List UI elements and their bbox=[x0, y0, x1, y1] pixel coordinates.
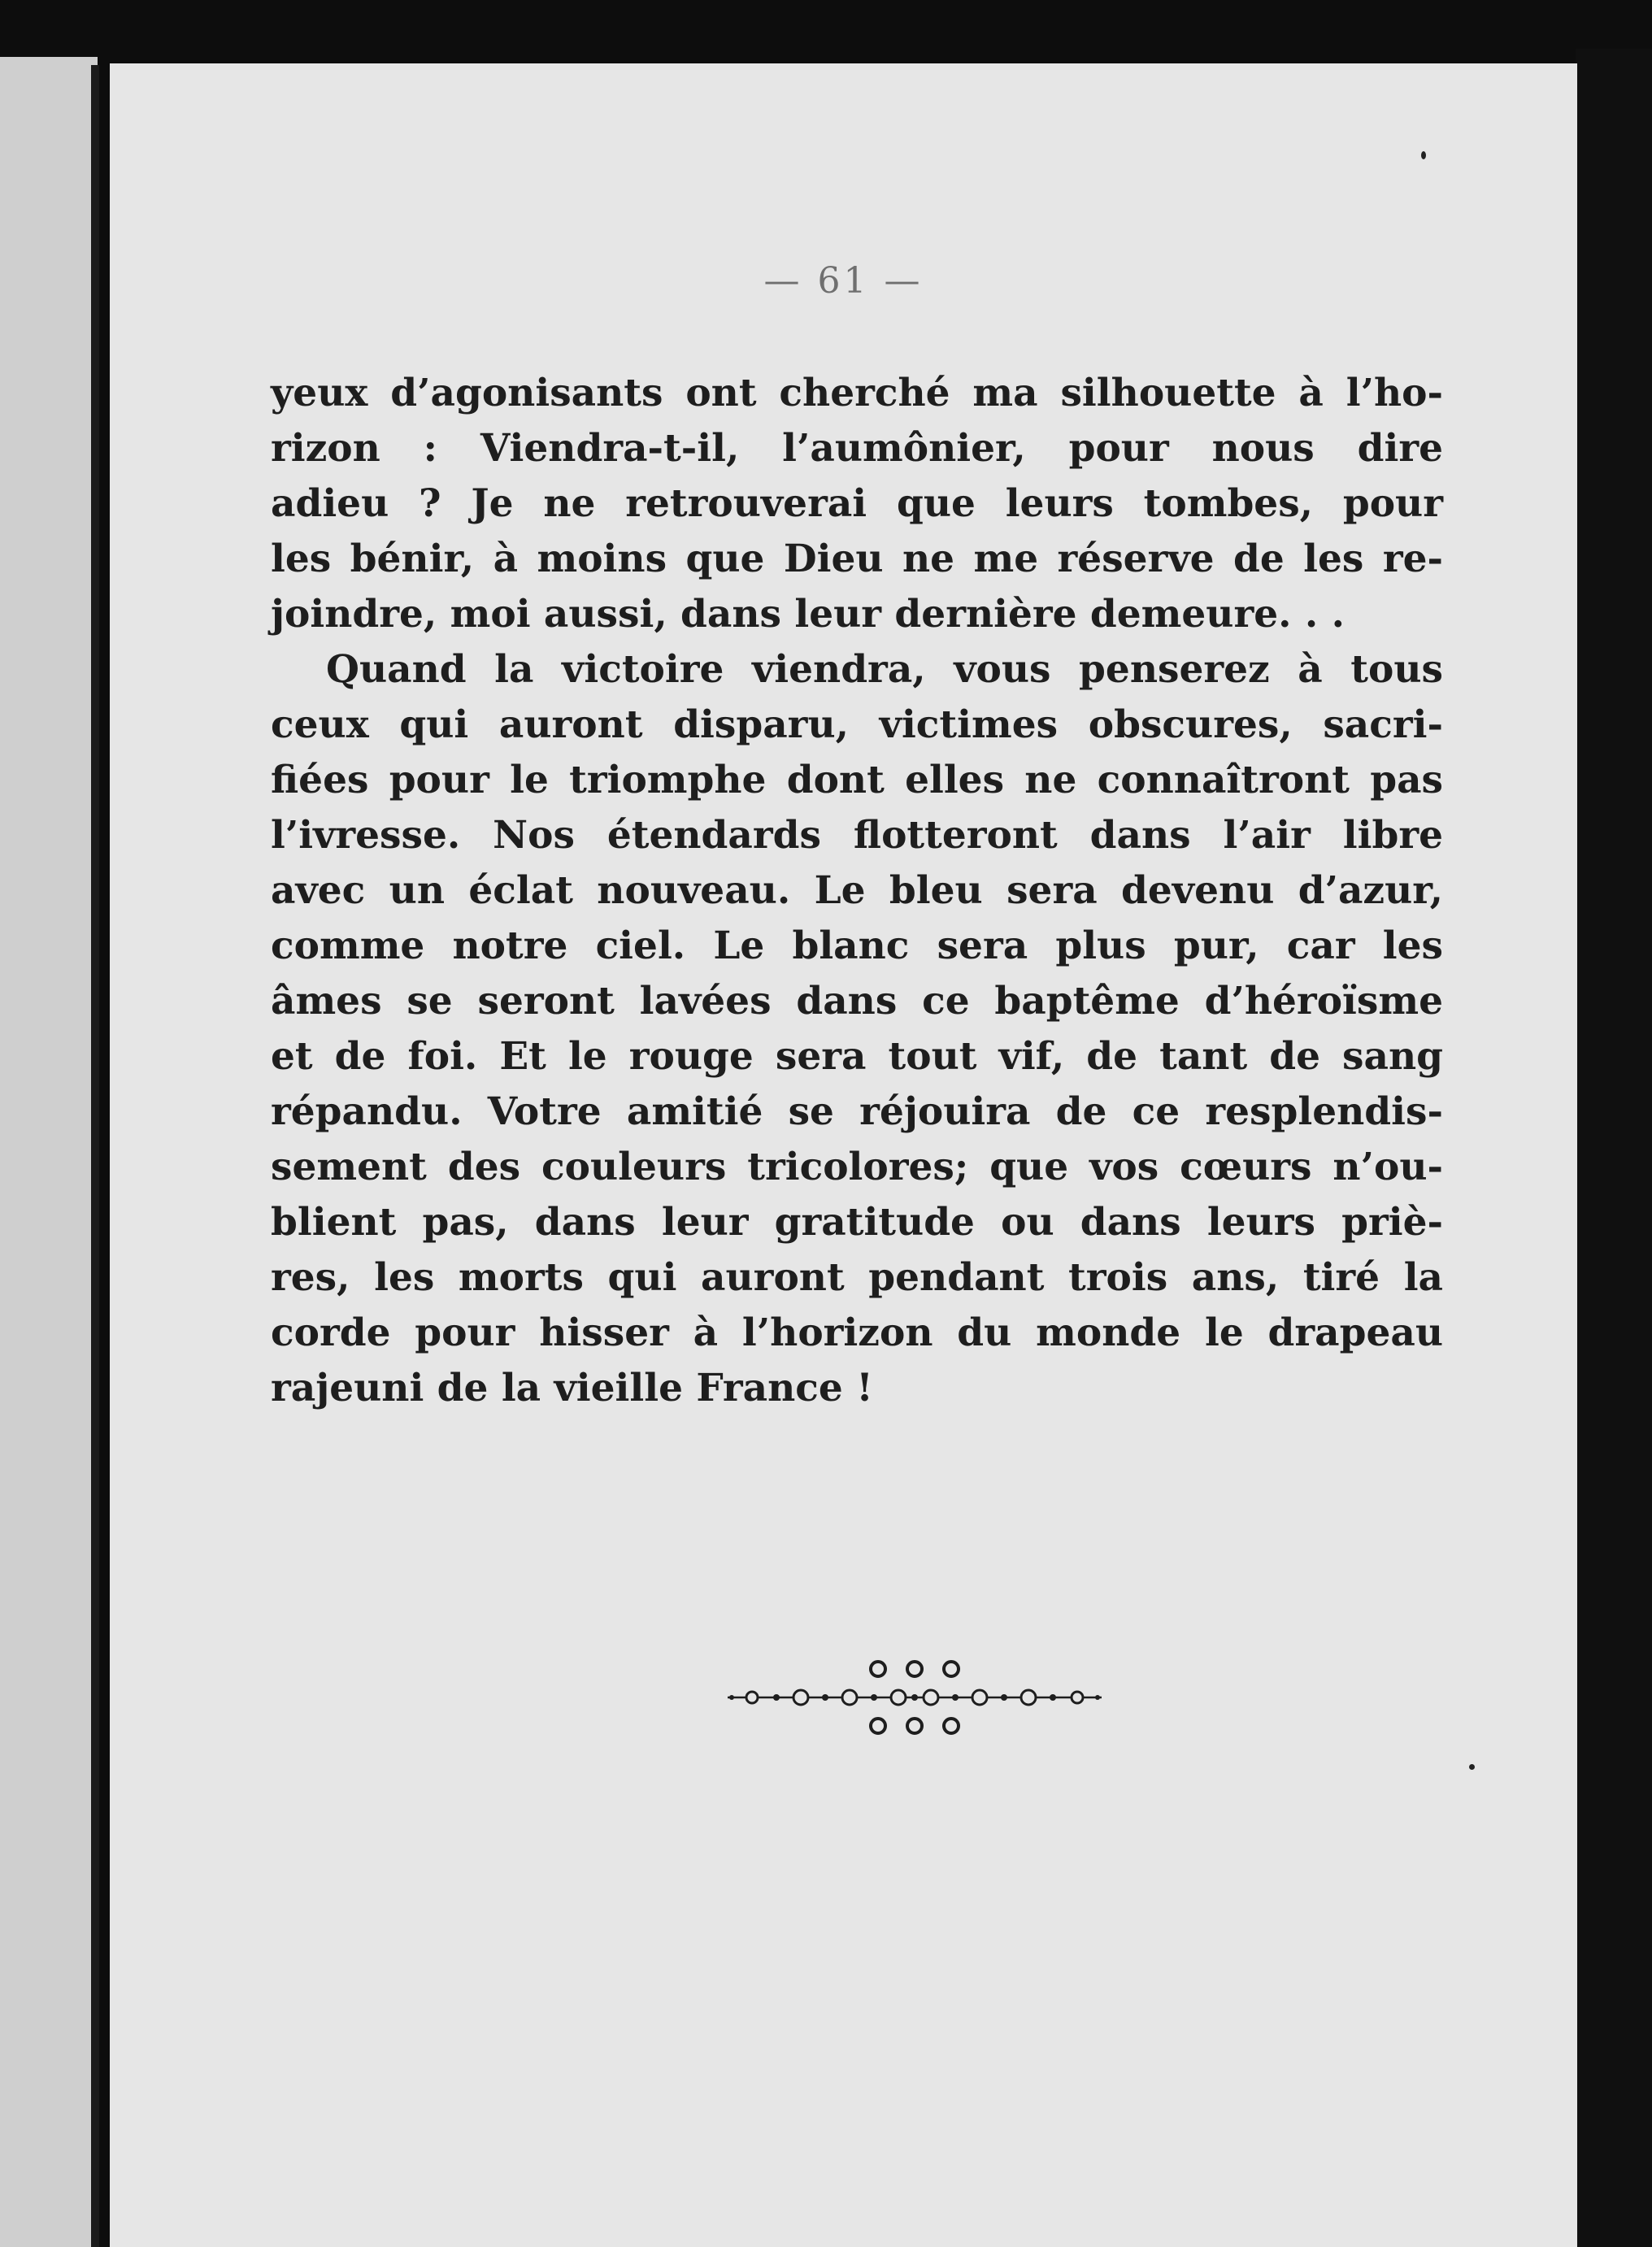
text-line: répandu. Votre amitié se réjouira de ce resplendis- bbox=[271, 1089, 1443, 1134]
dust-speck bbox=[1469, 1764, 1475, 1770]
text-line: joindre, moi aussi, dans leur dernière demeure. . . bbox=[271, 592, 1345, 637]
text-line: res, les morts qui auront pendant trois ans, tiré la bbox=[271, 1255, 1443, 1300]
text-line: adieu ? Je ne retrouverai que leurs tombes, pour bbox=[271, 481, 1443, 526]
text-line: comme notre ciel. Le blanc sera plus pur, car les bbox=[271, 924, 1443, 968]
page-number: — 61 — bbox=[763, 260, 924, 302]
text-line: rizon : Viendra-t-il, l’aumônier, pour nous dire bbox=[271, 426, 1443, 471]
text-line: yeux d’agonisants ont cherché ma silhouette à l’ho- bbox=[271, 371, 1443, 415]
text-line: fiées pour le triomphe dont elles ne connaîtront pas bbox=[271, 758, 1443, 802]
text-line: âmes se seront lavées dans ce baptême d’héroïsme bbox=[271, 979, 1443, 1024]
left-page-edge bbox=[0, 57, 98, 2247]
ornament-divider-icon bbox=[719, 1657, 1110, 1738]
book-page bbox=[110, 63, 1577, 2247]
text-line: l’ivresse. Nos étendards flotteront dans l’air libre bbox=[271, 813, 1443, 858]
dust-speck bbox=[1421, 151, 1426, 159]
right-scan-border bbox=[1576, 49, 1652, 2247]
text-line: avec un éclat nouveau. Le bleu sera devenu d’azur, bbox=[271, 868, 1443, 913]
text-line: sement des couleurs tricolores; que vos cœurs n’ou- bbox=[271, 1145, 1443, 1189]
page-text bbox=[271, 366, 1443, 1416]
text-line: et de foi. Et le rouge sera tout vif, de tant de sang bbox=[271, 1034, 1443, 1079]
text-line: rajeuni de la vieille France ! bbox=[271, 1366, 873, 1410]
text-line: les bénir, à moins que Dieu ne me réserve de les re- bbox=[271, 537, 1443, 581]
text-line: Quand la victoire viendra, vous penserez à tous bbox=[326, 647, 1443, 692]
text-line: ceux qui auront disparu, victimes obscures, sacri- bbox=[271, 702, 1443, 747]
text-line: corde pour hisser à l’horizon du monde le drapeau bbox=[271, 1310, 1443, 1355]
text-line: blient pas, dans leur gratitude ou dans leurs priè- bbox=[271, 1200, 1443, 1245]
gutter-line bbox=[91, 65, 99, 2247]
